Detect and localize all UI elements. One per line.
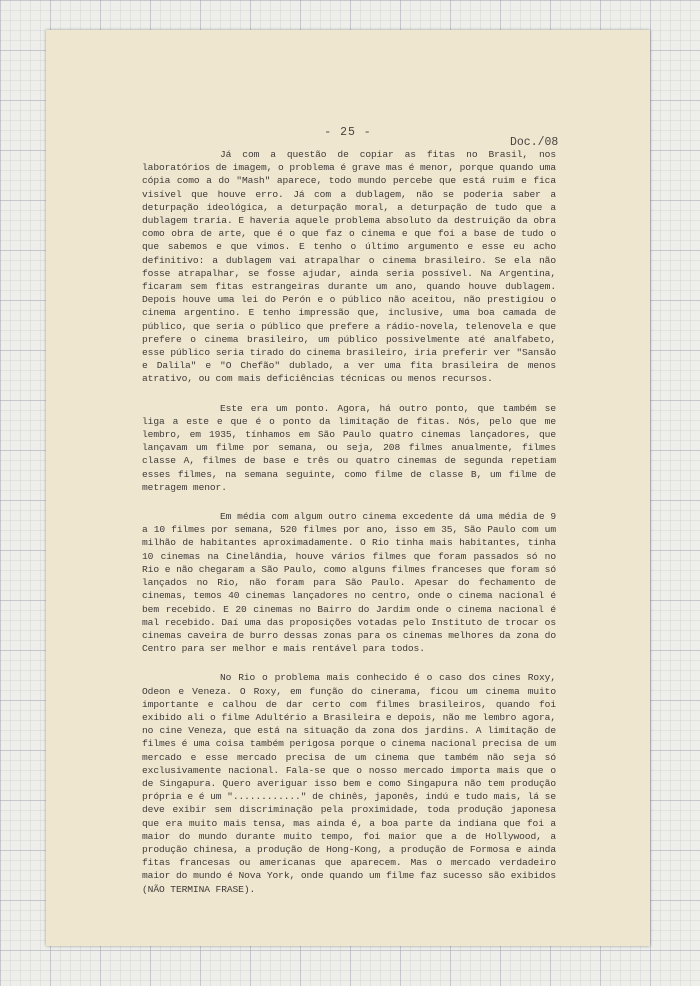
paragraph-film-limitation: Este era um ponto. Agora, há outro ponto, que também se liga a este e que é o ponto da limitação de fitas. Nós, pelo que me lembro, em 1935, tínhamos em São Paulo quatro cinemas lançadores, que lançavam um filme por semana, ou seja, 208 filmes anualmente, filmes classe A, filmes de base e três ou quatro cinemas de segunda repetiam esses filmes, na semana seguinte, como filme de classe B, um filme de metragem menor. — [142, 402, 556, 493]
paragraph-cinema-averages: Em média com algum outro cinema excedente dá uma média de 9 a 10 filmes por semana, 520 filmes por ano, isso em 35, São Paulo com um milhão de habitantes aproximadamente. O Rio tinha mais habitantes, tinha 10 cinemas na Cinelândia, houve vários filmes que foram passados só no Rio e não chegaram a São Paulo, como alguns filmes franceses que foram só lançados no Rio, não foram para São Paulo. Apesar do fechamento de cinemas, temos 40 cinemas lançadores no centro, onde o cinema nacional é bem recebido. E 20 cinemas no Bairro do Jardim onde o cinema nacional é mal recebido. Daí uma das proposições votadas pelo Instituto de trocar os cinemas caveira de burro dessas zonas para os cinemas melhores da zona do Centro para ser melhor e mais rentável para todos. — [142, 511, 556, 655]
paragraph-rio-market: No Rio o problema mais conhecido é o caso dos cines Roxy, Odeon e Veneza. O Roxy, em função do cinerama, ficou um cinema muito importante e calhou de dar certo com filmes brasileiros, quando foi exibido ali o filme Adultério a Brasileira e depois, não me lembro agora, no cine Veneza, que está na situação da zona dos jardins. A limitação de filmes é uma coisa também perigosa porque o cinema nacional precisa de um mercado e esse mercado precisa de um cinema que também não seja só exclusivamente nacional. Fala-se que o nosso mercado importa mais que o de Singapura. Quero averiguar isso bem e como Singapura não tem produção própria e é um "............" de chinês, japonês, indú e tudo mais, lá se deve exibir sem discriminação pela proximidade, toda produção japonesa que era muito mais tensa, mas ainda é, a boa parte da indiana que foi a maior do mundo durante muito tempo, foi maior que a de Hollywood, a produção chinesa, a produção de Hong-Kong, a produção de Formosa e ainda fitas francesas ou americanas que aparecem. Mas o mercado verdadeiro maior do mundo é Nova York, onde quando um filme faz sucesso são exibidos (NÃO TERMINA FRASE). — [142, 672, 556, 895]
body-text — [142, 148, 556, 912]
document-reference: Doc./08 — [510, 136, 559, 149]
paragraph-dubbing: Já com a questão de copiar as fitas no Brasil, nos laboratórios de imagem, o problema é grave mas é menor, porque quando uma cópia como a do "Mash" aparece, todo mundo percebe que está ruim e fica visível que houve erro. Já com a dublagem, não se poderia saber a deturpação ideológica, a deturpação moral, a deturpação de tudo que a dublagem traria. E haveria aquele problema absoluto da destruição da obra como obra de arte, que é o que faz o cinema e que foi a base de tudo o que sabemos e que vimos. E tenho o último argumento e esse eu acho definitivo: a dublagem vai atrapalhar o cinema brasileiro. Se ela não fosse atrapalhar, se fosse ajudar, ainda seria possível. Na Argentina, ficaram sem fitas estrangeiras durante um ano, quando houve dublagem. Depois houve uma lei do Perón e o público não aceitou, não prestigiou o cinema argentino. E tenho impressão que, inclusive, uma boa camada de público, que seria o público que prefere a rádio-novela, telenovela e que prefere o cinema brasileiro, um público possivelmente até analfabeto, esse público seria tirado do cinema brasileiro, iria preferir ver "Sansão e Dalila" e "O Chefão" dublado, a ver uma fita brasileira de menos atrativo, ou com mais deficiências técnicas ou menos recursos. — [142, 149, 556, 385]
typewritten-page — [46, 30, 650, 946]
page-number: - 25 - — [324, 126, 372, 139]
